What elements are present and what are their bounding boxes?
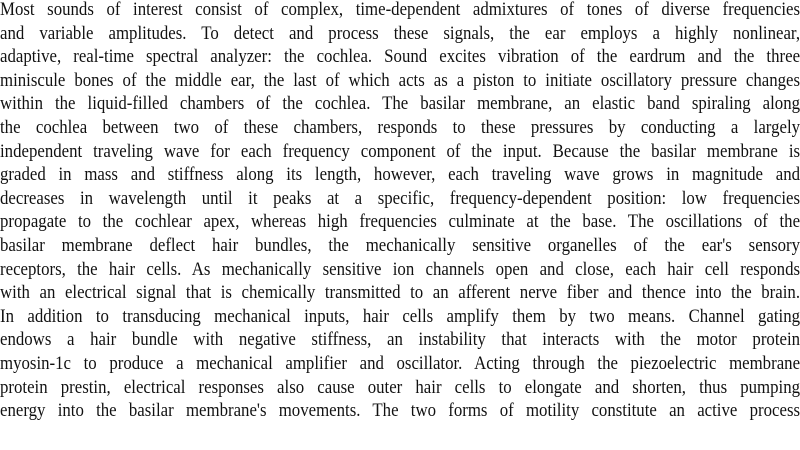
- text-line: adaptive, real-time spectral analyzer: the cochlea. Sound excites vibration of the eardrum and the three: [0, 46, 800, 68]
- text-line: miniscule bones of the middle ear, the last of which acts as a piston to initiate oscillatory pressure changes: [0, 69, 800, 91]
- text-line: with an electrical signal that is chemically transmitted to an afferent nerve fiber and thence into the brain.: [0, 282, 800, 304]
- text-line: protein prestin, electrical responses also cause outer hair cells to elongate and shorten, thus pumping: [0, 376, 800, 398]
- text-line: propagate to the cochlear apex, whereas high frequencies culminate at the base. The oscillations of the: [0, 211, 800, 233]
- text-line: independent traveling wave for each frequency component of the input. Because the basilar membrane is: [0, 140, 800, 162]
- text-line: endows a hair bundle with negative stiffness, an instability that interacts with the motor protein: [0, 329, 800, 351]
- text-line: energy into the basilar membrane's movements. The two forms of motility constitute an active process: [0, 400, 800, 422]
- text-line: within the liquid-filled chambers of the cochlea. The basilar membrane, an elastic band spiraling along: [0, 93, 800, 115]
- text-line: Most sounds of interest consist of complex, time-dependent admixtures of tones of diverse frequencies: [0, 0, 800, 20]
- text-line: decreases in wavelength until it peaks at a specific, frequency-dependent position: low frequencies: [0, 187, 800, 209]
- text-line: receptors, the hair cells. As mechanically sensitive ion channels open and close, each hair cell responds: [0, 258, 800, 280]
- text-line: graded in mass and stiffness along its length, however, each traveling wave grows in magnitude and: [0, 164, 800, 186]
- text-line: myosin-1c to produce a mechanical amplifier and oscillator. Acting through the piezoelectric membrane: [0, 352, 800, 374]
- text-line: basilar membrane deflect hair bundles, the mechanically sensitive organelles of the ear's sensory: [0, 234, 800, 256]
- text-line: In addition to transducing mechanical inputs, hair cells amplify them by two means. Channel gating: [0, 305, 800, 327]
- text-line: the cochlea between two of these chambers, responds to these pressures by conducting a largely: [0, 116, 800, 138]
- text-line: and variable amplitudes. To detect and process these signals, the ear employs a highly nonlinear,: [0, 22, 800, 44]
